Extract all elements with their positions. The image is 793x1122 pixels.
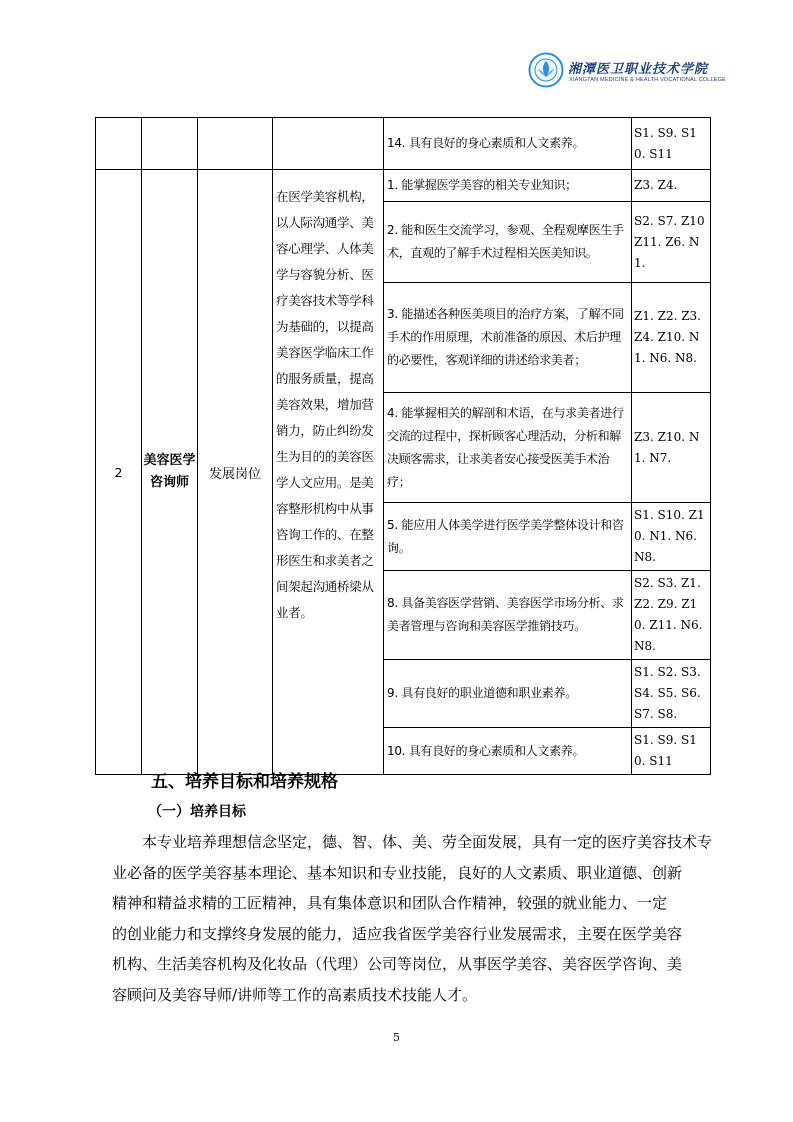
ability-cell: 1. 能掌握医学美容的相关专业知识； [384,170,632,202]
code-cell: Z3. Z10. N1. N7. [632,393,711,503]
job-position-type: 发展岗位 [198,170,273,775]
ability-cell: 8. 具备美容医学营销、美容医学市场分析、求美者管理与咨询和美容医学推销技巧。 [384,571,632,660]
paragraph-line: 业必备的医学美容基本理论、基本知识和专业技能，良好的人文素质、职业道德、创新 [112,863,683,882]
paragraph-line: 的创业能力和支撑终身发展的能力，适应我省医学美容行业发展需求，主要在医学美容 [112,924,683,943]
ability-cell: 9. 具有良好的职业道德和职业素养。 [384,660,632,728]
code-cell: S1. S9. S10. S11 [632,118,711,170]
table-row [96,118,711,170]
logo-chinese-name: 湘潭医卫职业技术学院 [568,62,709,77]
logo-english-name: XIANGTAN MEDICINE & HEALTH VOCATIONAL COLLEGE [569,77,727,83]
code-cell: S1. S10. Z10. N1. N6. N8. [632,503,711,571]
section-heading: 五、培养目标和培养规格 [151,772,338,792]
table-row [96,170,711,202]
page-number: 5 [393,1031,400,1044]
career-ability-table [95,117,711,775]
code-cell: S2. S7. Z10Z11. Z6. N1. [632,202,711,283]
paragraph-line: 精神和精益求精的工匠精神，具有集体意识和团队合作精神，较强的就业能力、一定 [112,894,668,912]
code-cell: Z1. Z2. Z3. Z4. Z10. N1. N6. N8. [632,283,711,393]
code-cell: Z3. Z4. [632,170,711,202]
row-number: 2 [96,170,142,775]
ability-cell: 4. 能掌握相关的解剖和术语，在与求美者进行交流的过程中，探析顾客心理活动，分析和解决顾客需求，让求美者安心接受医美手术治疗； [384,393,632,503]
code-cell: S1. S2. S3. S4. S5. S6. S7. S8. [632,660,711,728]
training-goal-paragraph [112,827,713,1010]
ability-cell: 2. 能和医生交流学习，参观、全程观摩医生手术，直观的了解手术过程相关医美知识。 [384,202,632,283]
ability-cell: 10. 具有良好的身心素质和人文素养。 [384,728,632,775]
job-description: 在医学美容机构，以人际沟通学、美容心理学、人体美学与容貌分析、医疗美容技术等学科为基础的，以提高美容医学临床工作的服务质量，提高美容效果，增加营销力，防止纠纷发生为目的的美容医学人文应用。是美容整形机构中从事咨询工作的、在整形医生和求美者之间架起沟通桥梁从业者。 [273,170,384,775]
college-logo [528,52,748,96]
paragraph-line: 本专业培养理想信念坚定，德、智、体、美、劳全面发展，具有一定的医疗美容技术专 [112,833,713,851]
paragraph-line: 容顾问及美容导师/讲师等工作的高素质技术技能人才。 [112,985,478,1004]
college-emblem-icon [528,52,564,88]
code-cell: S1. S9. S10. S11 [632,728,711,775]
code-cell: S2. S3. Z1. Z2. Z9. Z10. Z11. N6. N8. [632,571,711,660]
ability-cell: 14. 具有良好的身心素质和人文素养。 [384,118,632,170]
subsection-heading: （一）培养目标 [148,804,246,820]
job-title: 美容医学咨询师 [142,170,198,775]
ability-cell: 5. 能应用人体美学进行医学美学整体设计和咨询。 [384,503,632,571]
paragraph-text [112,827,713,1010]
paragraph-line: 机构、生活美容机构及化妆品（代理）公司等岗位，从事医学美容、美容医学咨询、美 [112,955,683,973]
ability-cell: 3. 能描述各种医美项目的治疗方案，了解不同手术的作用原理，术前准备的原因、术后护理的必要性，客观详细的讲述给求美者； [384,283,632,393]
